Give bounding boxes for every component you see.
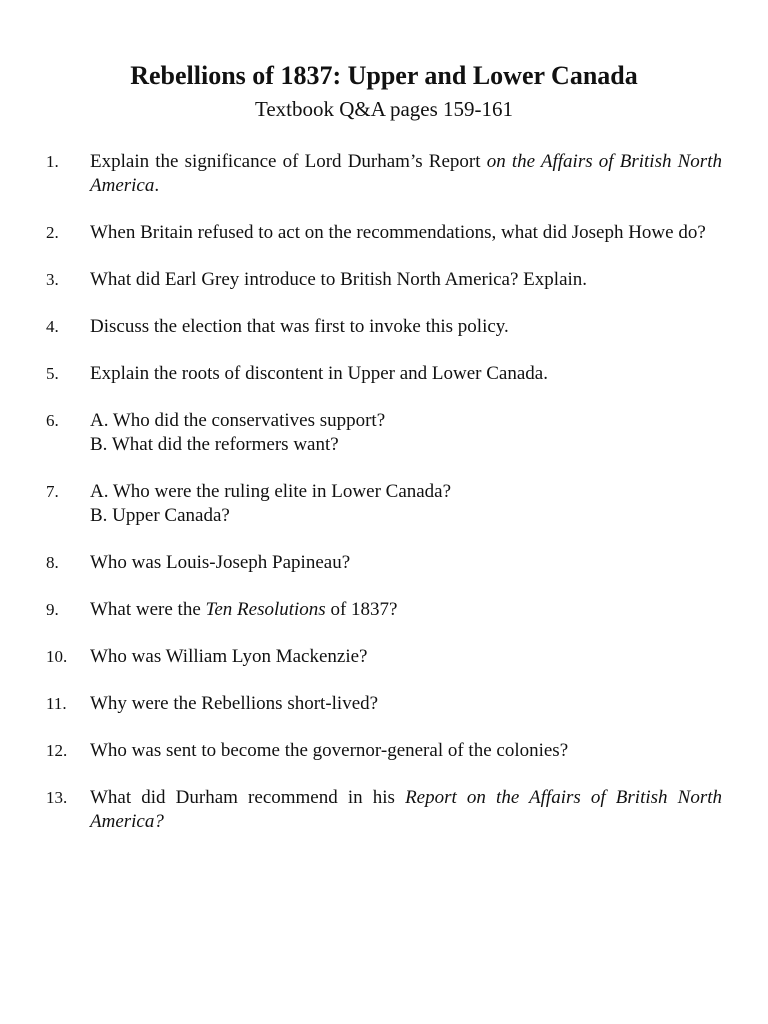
question-text-segment: Discuss the election that was first to invoke this policy. (90, 316, 509, 337)
question-text (90, 739, 722, 763)
question-list (46, 150, 722, 834)
question-item (46, 362, 722, 386)
question-item (46, 645, 722, 669)
question-text (90, 409, 722, 457)
page-title: Rebellions of 1837: Upper and Lower Canada (130, 61, 638, 90)
question-subpart: A. Who did the conservatives support? (90, 410, 386, 431)
question-item (46, 150, 722, 198)
question-text (90, 362, 722, 386)
question-item (46, 598, 722, 622)
question-number: 3. (46, 270, 59, 289)
question-text (90, 268, 722, 292)
question-text-italic: Report on the Affairs of British North America? (90, 787, 722, 832)
question-subpart: B. What did the reformers want? (90, 434, 339, 455)
question-number: 6. (46, 411, 59, 430)
question-text-segment: What did Durham recommend in his (90, 787, 406, 808)
question-text-segment: What did Earl Grey introduce to British North America? Explain. (90, 269, 588, 290)
question-number: 4. (46, 317, 59, 336)
question-text-italic: Ten Resolutions (205, 599, 326, 620)
question-item (46, 221, 722, 245)
question-text (90, 645, 722, 669)
question-item (46, 786, 722, 834)
question-item (46, 739, 722, 763)
question-text-segment: Who was Louis-Joseph Papineau? (90, 552, 351, 573)
question-number: 10. (46, 647, 68, 666)
question-text (90, 692, 722, 716)
question-number: 2. (46, 223, 59, 242)
question-item (46, 268, 722, 292)
question-text-segment: Why were the Rebellions short-lived? (90, 693, 379, 714)
question-item (46, 692, 722, 716)
question-item (46, 551, 722, 575)
question-text (90, 786, 722, 834)
question-number: 12. (46, 741, 68, 760)
question-subpart: B. Upper Canada? (90, 505, 230, 526)
question-number: 8. (46, 553, 59, 572)
question-subpart: A. Who were the ruling elite in Lower Canada? (90, 481, 452, 502)
question-number: 13. (46, 788, 68, 807)
question-text (90, 598, 722, 622)
question-text-italic: on the Affairs of British North America (90, 151, 722, 196)
question-text-segment: . (154, 175, 160, 196)
question-text-segment: Who was sent to become the governor-general of the colonies? (90, 740, 569, 761)
question-number: 1. (46, 152, 59, 171)
question-text (90, 551, 722, 575)
page-subtitle: Textbook Q&A pages 159-161 (254, 97, 514, 121)
question-number: 5. (46, 364, 59, 383)
question-text-segment: Explain the roots of discontent in Upper and Lower Canada. (90, 363, 548, 384)
question-number: 11. (46, 694, 67, 713)
question-text (90, 150, 722, 198)
question-number: 9. (46, 600, 59, 619)
question-item (46, 409, 722, 457)
question-text (90, 480, 722, 528)
question-item (46, 315, 722, 339)
question-text-segment: Explain the significance of Lord Durham’s Report (90, 151, 487, 172)
question-item (46, 480, 722, 528)
question-text-segment: of 1837? (325, 599, 398, 620)
question-text (90, 221, 722, 245)
question-text-segment: Who was William Lyon Mackenzie? (90, 646, 368, 667)
question-text-segment: When Britain refused to act on the recommendations, what did Joseph Howe do? (90, 222, 706, 243)
question-text (90, 315, 722, 339)
question-text-segment: What were the (90, 599, 206, 620)
question-number: 7. (46, 482, 59, 501)
